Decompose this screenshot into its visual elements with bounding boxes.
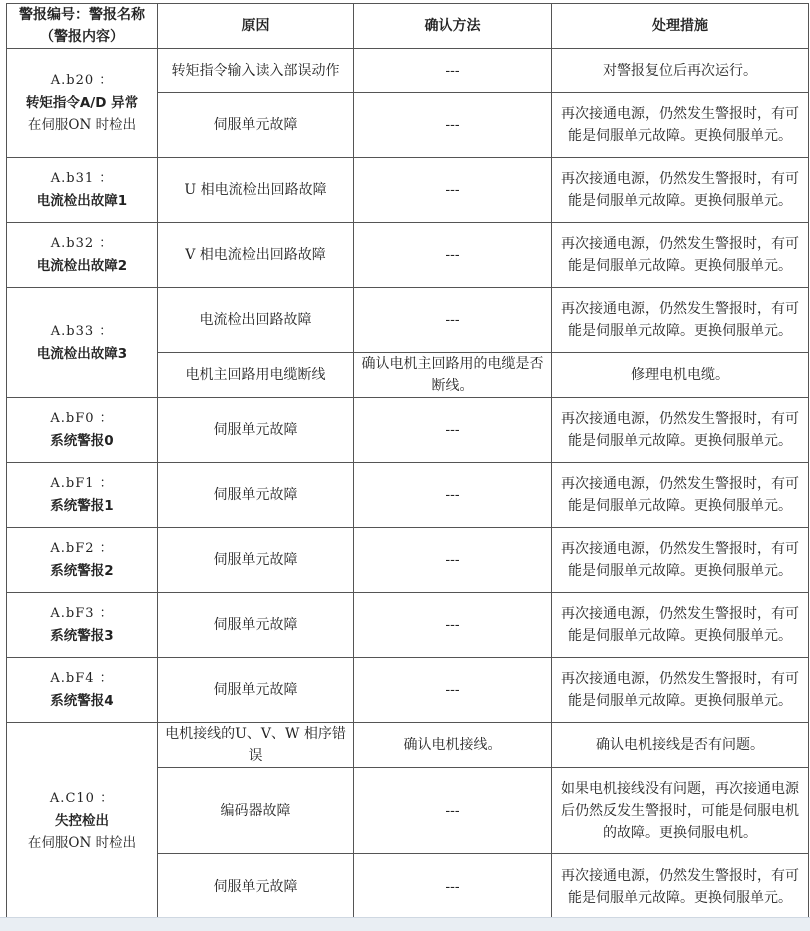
check-cell: --- <box>354 528 552 593</box>
action-cell: 对警报复位后再次运行。 <box>552 49 809 93</box>
action-cell: 确认电机接线是否有问题。 <box>552 723 809 768</box>
check-cell: --- <box>354 854 552 920</box>
alarm-code: A.b20 ： <box>50 73 114 88</box>
alarm-id-cell <box>7 398 158 463</box>
alarm-id-cell <box>7 658 158 723</box>
action-cell: 再次接通电源，仍然发生警报时，有可能是伺服单元故障。更换伺服单元。 <box>552 528 809 593</box>
check-cell: --- <box>354 288 552 353</box>
alarm-name: 转矩指令A/D 异常 <box>25 95 139 111</box>
table-row <box>7 658 809 723</box>
cause-cell: 伺服单元故障 <box>158 398 354 463</box>
check-cell: --- <box>354 223 552 288</box>
action-cell: 如果电机接线没有问题，再次接通电源后仍然反发生警报时，可能是伺服电机的故障。更换伺服电机。 <box>552 768 809 854</box>
alarm-name: 系统警报4 <box>50 693 114 709</box>
alarm-id-cell <box>7 593 158 658</box>
check-cell: --- <box>354 768 552 854</box>
alarm-id-cell <box>7 288 158 398</box>
action-cell: 再次接通电源，仍然发生警报时，有可能是伺服单元故障。更换伺服单元。 <box>552 288 809 353</box>
alarm-code: A.bF0 ： <box>50 411 114 426</box>
cause-cell: 电机接线的U、V、W 相序错误 <box>158 723 354 768</box>
alarm-name: 电流检出故障2 <box>36 258 128 274</box>
action-cell: 再次接通电源，仍然发生警报时，有可能是伺服单元故障。更换伺服单元。 <box>552 398 809 463</box>
cause-cell: 电流检出回路故障 <box>158 288 354 353</box>
cause-cell: 电机主回路用电缆断线 <box>158 353 354 398</box>
action-cell: 再次接通电源，仍然发生警报时，有可能是伺服单元故障。更换伺服单元。 <box>552 93 809 158</box>
alarm-name: 系统警报3 <box>50 628 114 644</box>
alarm-code: A.bF2 ： <box>50 541 114 556</box>
table-row <box>7 593 809 658</box>
alarm-code: A.bF3 ： <box>50 606 114 621</box>
table-row <box>7 528 809 593</box>
header-row <box>7 4 809 49</box>
alarm-id-cell <box>7 528 158 593</box>
alarm-code: A.bF4 ： <box>50 671 114 686</box>
alarm-id-cell <box>7 463 158 528</box>
table-row <box>7 223 809 288</box>
check-cell: --- <box>354 49 552 93</box>
action-cell: 再次接通电源，仍然发生警报时，有可能是伺服单元故障。更换伺服单元。 <box>552 658 809 723</box>
alarm-name: 电流检出故障1 <box>36 193 128 209</box>
alarm-name: 失控检出 <box>55 813 109 829</box>
table-row <box>7 398 809 463</box>
cause-cell: V 相电流检出回路故障 <box>158 223 354 288</box>
alarm-code: A.bF1 ： <box>50 476 114 491</box>
cause-cell: U 相电流检出回路故障 <box>158 158 354 223</box>
table-row <box>7 49 809 93</box>
alarm-name: 系统警报2 <box>50 563 114 579</box>
alarm-name: 电流检出故障3 <box>36 345 128 362</box>
alarm-condition: 在伺服ON 时检出 <box>27 117 137 133</box>
table-row <box>7 158 809 223</box>
alarm-code: A.b31 ： <box>50 171 114 186</box>
header-cause: 原因 <box>158 4 354 49</box>
table-row <box>7 463 809 528</box>
check-cell: --- <box>354 658 552 723</box>
action-cell: 再次接通电源，仍然发生警报时，有可能是伺服单元故障。更换伺服单元。 <box>552 463 809 528</box>
check-cell: --- <box>354 158 552 223</box>
check-cell: --- <box>354 93 552 158</box>
action-cell: 再次接通电源，仍然发生警报时，有可能是伺服单元故障。更换伺服单元。 <box>552 854 809 920</box>
check-cell: --- <box>354 463 552 528</box>
alarm-id-cell <box>7 223 158 288</box>
header-check-method: 确认方法 <box>354 4 552 49</box>
alarm-id-cell <box>7 49 158 158</box>
check-cell: 确认电机接线。 <box>354 723 552 768</box>
cause-cell: 伺服单元故障 <box>158 854 354 920</box>
alarm-name: 系统警报0 <box>50 433 114 449</box>
action-cell: 再次接通电源，仍然发生警报时，有可能是伺服单元故障。更换伺服单元。 <box>552 223 809 288</box>
alarm-code: A.b32 ： <box>50 236 114 251</box>
cause-cell: 转矩指令输入读入部误动作 <box>158 49 354 93</box>
check-cell: --- <box>354 593 552 658</box>
check-cell: 确认电机主回路用的电缆是否断线。 <box>354 353 552 398</box>
alarm-code: A.C10 ： <box>49 791 115 806</box>
check-cell: --- <box>354 398 552 463</box>
cause-cell: 伺服单元故障 <box>158 658 354 723</box>
alarm-name: 系统警报1 <box>50 498 114 514</box>
table-row <box>7 723 809 768</box>
action-cell: 再次接通电源，仍然发生警报时，有可能是伺服单元故障。更换伺服单元。 <box>552 593 809 658</box>
alarm-id-cell <box>7 723 158 920</box>
page-bottom-band <box>0 917 810 931</box>
alarm-code: A.b33 ： <box>50 323 114 339</box>
alarm-table <box>6 3 809 920</box>
table-row <box>7 288 809 353</box>
action-cell: 修理电机电缆。 <box>552 353 809 398</box>
alarm-condition: 在伺服ON 时检出 <box>27 835 137 851</box>
action-cell: 再次接通电源，仍然发生警报时，有可能是伺服单元故障。更换伺服单元。 <box>552 158 809 223</box>
cause-cell: 伺服单元故障 <box>158 463 354 528</box>
header-action: 处理措施 <box>552 4 809 49</box>
cause-cell: 伺服单元故障 <box>158 93 354 158</box>
header-alarm-code: 警报编号：警报名称（警报内容） <box>7 4 158 49</box>
cause-cell: 伺服单元故障 <box>158 528 354 593</box>
cause-cell: 编码器故障 <box>158 768 354 854</box>
cause-cell: 伺服单元故障 <box>158 593 354 658</box>
alarm-id-cell <box>7 158 158 223</box>
